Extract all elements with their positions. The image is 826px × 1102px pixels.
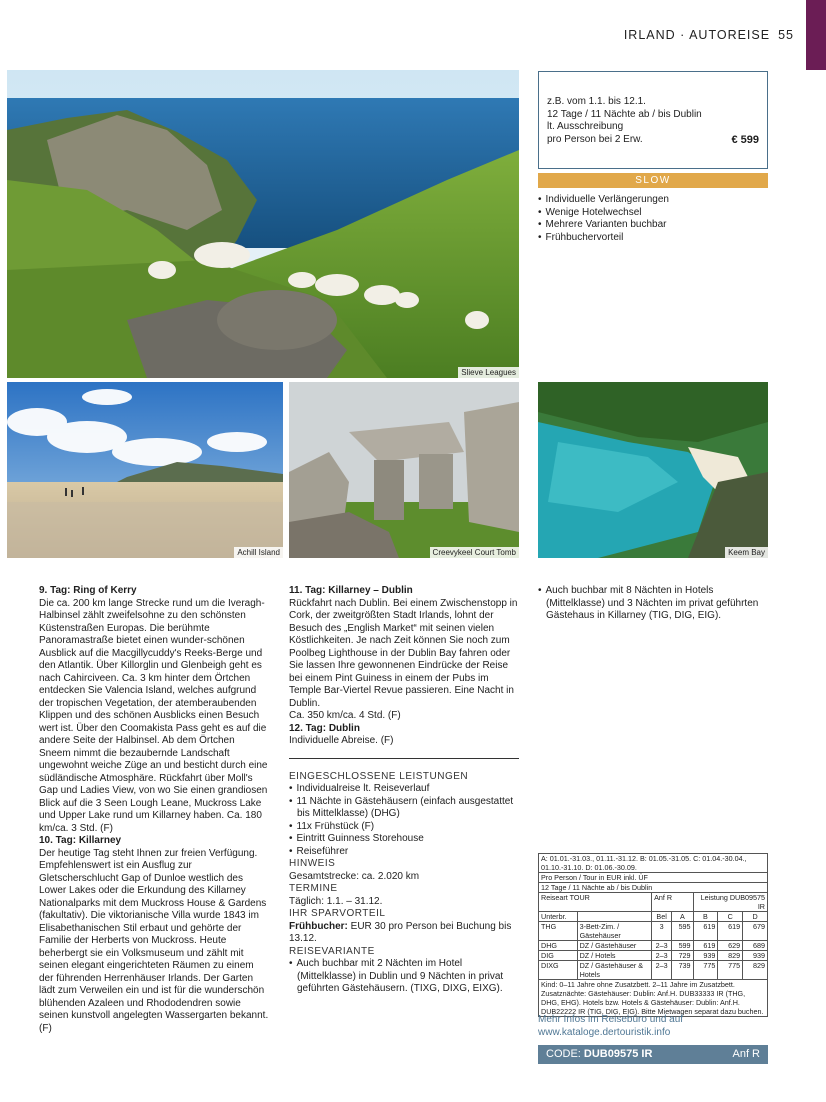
price-line-4: pro Person bei 2 Erw.: [547, 133, 643, 145]
price-line-2: 12 Tage / 11 Nächte ab / bis Dublin: [547, 108, 702, 120]
row-c: 619: [718, 922, 743, 941]
text-column-1: [39, 585, 269, 1035]
row-a: 595: [672, 922, 693, 941]
row-d: 679: [743, 922, 768, 941]
table-header: C: [718, 912, 743, 922]
inclusions-list: [289, 783, 519, 858]
feature-list: [538, 194, 768, 244]
slow-badge: SLOW: [538, 173, 768, 188]
table-dates: A: 01.01.-31.03., 01.11.-31.12. B: 01.05.-31.05. C: 01.04.-30.04., 01.10.-31.10. D: 01.06.-30.09.: [539, 854, 768, 873]
row-code: DHG: [539, 941, 578, 951]
photo-caption: Keem Bay: [725, 547, 768, 558]
row-desc: DZ / Hotels: [577, 951, 652, 961]
table-row: [539, 961, 768, 980]
table-row: [539, 941, 768, 951]
code-bar: [538, 1045, 768, 1064]
code-value: DUB09575 IR: [583, 1048, 653, 1060]
table-header: Bel: [652, 912, 672, 922]
row-desc: 3-Bett-Zim. / Gästehäuser: [577, 922, 652, 941]
row-c: 775: [718, 961, 743, 980]
price-table: [538, 853, 768, 1017]
feature-item: • Individuelle Verlängerungen: [538, 194, 768, 207]
row-d: 689: [743, 941, 768, 951]
row-desc: DZ / Gästehäuser: [577, 941, 652, 951]
savings-bold: Frühbucher:: [289, 920, 348, 932]
more-info-link[interactable]: www.kataloge.dertouristik.info: [538, 1027, 671, 1038]
variant-item: • Auch buchbar mit 8 Nächten in Hotels (Mittelklasse) und 3 Nächten im privat geführten Gästehaus in Killarney (TIG, DIG, EIG).: [538, 585, 768, 623]
text-column-3: [538, 585, 768, 623]
divider: [289, 758, 519, 759]
savings-text: [289, 921, 519, 946]
photo-keem-bay-image: [538, 382, 768, 558]
row-desc: DZ / Gästehäuser & Hotels: [577, 961, 652, 980]
row-a: 729: [672, 951, 693, 961]
photo-slieve-leagues-image: [7, 70, 519, 378]
row-d: 939: [743, 951, 768, 961]
table-header: A: [672, 912, 693, 922]
row-bel: 2–3: [652, 951, 672, 961]
table-reiseart: Reiseart TOUR: [539, 893, 652, 912]
inclusions-label: EINGESCHLOSSENE LEISTUNGEN: [289, 770, 469, 782]
variant-item: • Auch buchbar mit 2 Nächten im Hotel (Mittelklasse) in Dublin und 9 Nächten in privat geführten Gästehäusern. (TIXG, DIXG, EIXG).: [289, 958, 519, 996]
table-header: D: [743, 912, 768, 922]
table-header: B: [693, 912, 718, 922]
day-12-text: Individuelle Abreise. (F): [289, 735, 394, 746]
photo-creevykeel-image: [289, 382, 519, 558]
row-code: DIG: [539, 951, 578, 961]
more-info: [538, 1013, 683, 1039]
row-b: 775: [693, 961, 718, 980]
photo-caption: Creevykeel Court Tomb: [430, 547, 519, 558]
day-11-distance: Ca. 350 km/ca. 4 Std. (F): [289, 710, 401, 721]
price-line-1: z.B. vom 1.1. bis 12.1.: [547, 96, 646, 107]
row-a: 599: [672, 941, 693, 951]
feature-item: • Mehrere Varianten buchbar: [538, 219, 768, 232]
page-header: [624, 28, 794, 42]
row-d: 829: [743, 961, 768, 980]
photo-achill-island-image: [7, 382, 283, 558]
table-header: Unterbr.: [539, 912, 578, 922]
row-bel: 2–3: [652, 941, 672, 951]
code-label: CODE:: [546, 1048, 581, 1060]
savings-detail: EUR 30 pro Person bei Buchung bis 13.12.: [289, 920, 512, 944]
more-info-text: Mehr Infos im Reisebüro und auf: [538, 1014, 684, 1025]
row-b: 619: [693, 941, 718, 951]
table-anr: Anf R: [652, 893, 693, 912]
inclusion-item: • Reiseführer: [289, 846, 519, 859]
day-9-title: 9. Tag: Ring of Kerry: [39, 585, 137, 596]
dates-text: Täglich: 1.1. – 31.12.: [289, 895, 383, 907]
day-10-text: Der heutige Tag steht Ihnen zur freien Verfügung. Empfehlenswert ist ein Ausflug zur Gletscherschlucht Gap of Dunloe westlich des Lower Lakes oder die Erkundung des Killarney Nationalparks mit dem Muckross House & Gardens (fakultativ). Die viktorianische Villa wurde 1843 im Elisabethanischen Stil erbaut und gehörte der Familie der Herberts von Muckross. Heute beherbergt sie ein Volksmuseum und zählt mit seinen elegant eingerichteten Räumen zu einem der führenden Herrenhäuser Irlands. Der Garten lädt zum Verweilen ein und ist für die wunderschön blühenden Azaleen und Rhododendren sowie seinen kunstvoll angelegten Wassergarten bekannt. (F): [39, 847, 269, 1034]
price-value: € 599: [731, 133, 759, 146]
page-number: 55: [778, 28, 794, 42]
dates-label: TERMINE: [289, 883, 338, 894]
variant-label: REISEVARIANTE: [289, 945, 375, 957]
table-unit: Pro Person / Tour in EUR inkl. ÜF: [539, 873, 768, 883]
day-11-text: Rückfahrt nach Dublin. Bei einem Zwischenstopp in Cork, der zweitgrößten Stadt Irlands, lohnt der Besuch des „English Market“ mit seinen vielen Köstlichkeiten. Je nach Zeit können Sie noch zum Poolbeg Lighthouse in der Dublin Bay fahren oder Sie lassen Ihre gewonnenen Eindrücke der Reise bei einem Pint Guiness in einem der Pubs im Temple Bar-Viertel Revue passieren. Eine Nacht in Dublin.: [289, 597, 518, 709]
notes-text: Gesamtstrecke: ca. 2.020 km: [289, 870, 420, 882]
table-footnote: Kind: 0–11 Jahre ohne Zusatzbett. 2–11 Jahre im Zusatzbett. Zusatznächte: Gästehäuser: Dublin: Anf.H. DUB33333 IR (THG, DHG, EHG). Hotels bzw. Hotels & Gästehäuser: Dublin: Anf.H. DUB22222 IR (TIG, DIG, EIG). Bitte Mietwagen separat dazu buchen.: [539, 980, 768, 1017]
row-code: DIXG: [539, 961, 578, 980]
inclusion-item: • Eintritt Guinness Storehouse: [289, 833, 519, 846]
notes-label: HINWEIS: [289, 858, 336, 869]
text-column-2: [289, 585, 519, 996]
day-9-text: Die ca. 200 km lange Strecke rund um die Iveragh-Halbinsel zählt zweifelsohne zu den schönsten Küstenstraßen Europas. Die berühmte Panoramastraße bietet einen wunder-schönen Ausblick auf die Macgillycuddy's Reeks-Berge und den Atlantik. Über Killorglin und Glenbeigh geht es nach Cahirciveen. Ca. 3 km hinter dem Örtchen entdecken Sie Valencia Island, welches aufgrund der tropischen Vegetation, der atemberaubenden Klippen und des schönen Ausblicks einen Besuch wert ist. Über den Coomakista Pass geht es auf die andere Seite der Halbinsel. Ab dem Örtchen Sneem nimmt die bezaubernde Landschaft ungewohnt weiche Züge an und besticht durch eine südländische Atmosphäre. Rückfahrt über Moll's Gap und Ladies View, von wo Sie einen grandiosen Blick auf die 3 Seen Lough Leane, Muckross Lake und Upper Lake rund um Killarney haben. Ca. 180 km/ca. 3 Std. (F): [39, 597, 268, 834]
code-label-wrap: [546, 1045, 652, 1064]
row-bel: 2–3: [652, 961, 672, 980]
photo-achill-island: [7, 382, 283, 558]
price-box: [538, 71, 768, 169]
day-11-title: 11. Tag: Killarney – Dublin: [289, 585, 413, 596]
inclusion-item: • Individualreise lt. Reiseverlauf: [289, 783, 519, 796]
header-section: IRLAND · AUTOREISE: [623, 28, 771, 42]
inclusion-item: • 11x Frühstück (F): [289, 821, 519, 834]
table-leistung: Leistung DUB09575 IR: [693, 893, 767, 912]
photo-keem-bay: [538, 382, 768, 558]
feature-item: • Frühbuchervorteil: [538, 232, 768, 245]
page-tab: [806, 0, 826, 70]
row-a: 739: [672, 961, 693, 980]
row-b: 939: [693, 951, 718, 961]
variant-list-2: [538, 585, 768, 623]
row-c: 829: [718, 951, 743, 961]
row-bel: 3: [652, 922, 672, 941]
variant-list: [289, 958, 519, 996]
photo-caption: Achill Island: [234, 547, 283, 558]
code-right: Anf R: [732, 1048, 760, 1060]
photo-caption: Slieve Leagues: [458, 367, 519, 378]
table-row: [539, 951, 768, 961]
table-row: [539, 922, 768, 941]
row-b: 619: [693, 922, 718, 941]
inclusion-item: • 11 Nächte in Gästehäusern (einfach ausgestattet bis Mittelklasse) (DHG): [289, 796, 519, 821]
table-header: [577, 912, 652, 922]
price-line-3: lt. Ausschreibung: [547, 121, 624, 132]
photo-creevykeel: [289, 382, 519, 558]
day-12-title: 12. Tag: Dublin: [289, 722, 360, 734]
table-duration: 12 Tage / 11 Nächte ab / bis Dublin: [539, 883, 768, 893]
day-10-title: 10. Tag: Killarney: [39, 835, 122, 846]
row-code: THG: [539, 922, 578, 941]
row-c: 629: [718, 941, 743, 951]
feature-item: • Wenige Hotelwechsel: [538, 207, 768, 220]
photo-slieve-leagues: [7, 70, 519, 378]
savings-label: IHR SPARVORTEIL: [289, 908, 386, 919]
